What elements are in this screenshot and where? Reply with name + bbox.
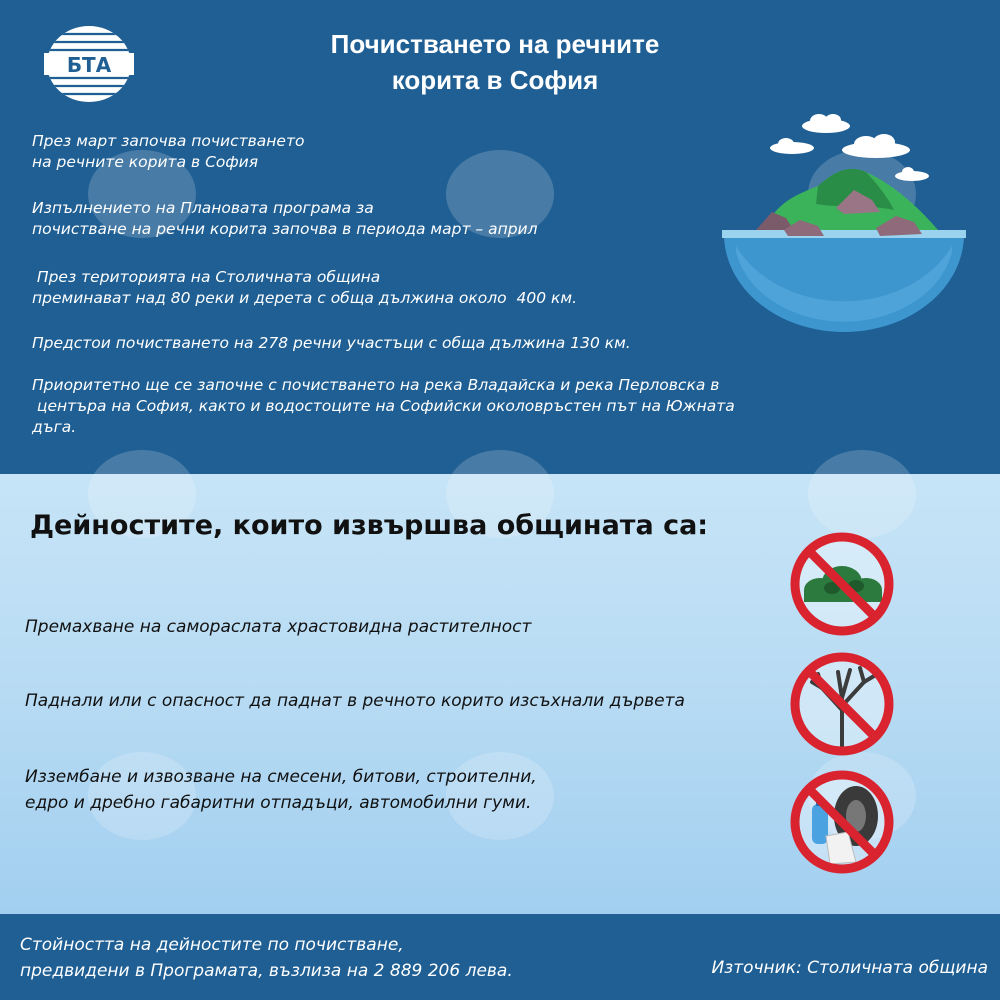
no-bushes-icon xyxy=(786,528,898,640)
activity-item: Иззембане и извозване на смесени, битови, строителни, едро и дребно габаритни отпадъци, автомобилни гуми. xyxy=(25,767,537,813)
program-value-text: Стойността на дейностите по почистване, предвидени в Програмата, възлиза на 2 889 206 лева. xyxy=(20,935,513,981)
intro-paragraph: През март започва почистването на речните корита в София xyxy=(32,132,305,171)
no-waste-tires-icon xyxy=(786,766,898,878)
intro-paragraph: Изпълнението на Плановата програма за почистване на речни корита започва в периода март – април xyxy=(32,199,538,238)
activity-item: Паднали или с опасност да паднат в речното корито изсъхнали дървета xyxy=(25,691,685,711)
island-illustration xyxy=(716,112,972,332)
no-dead-tree-icon xyxy=(786,648,898,760)
title-line: Почистването на речните xyxy=(330,29,660,59)
source-credit: Източник: Столичната община xyxy=(711,958,988,978)
activities-heading: Дейностите, които извършва общината са: xyxy=(30,510,709,541)
intro-paragraph: Приоритетно ще се започне с почистването на река Владайска и река Перловска в центъра на София, както и водостоците на Софийски околовръстен път на Южната дъга. xyxy=(32,376,735,436)
title-line: корита в София xyxy=(391,65,599,95)
page-title xyxy=(240,26,750,98)
bta-logo xyxy=(44,24,134,104)
svg-text:БТА: БТА xyxy=(66,53,112,77)
intro-paragraph: През територията на Столичната община преминават над 80 реки и дерета с обща дължина около 400 км. xyxy=(32,268,577,307)
activity-item: Премахване на самораслата храстовидна растителност xyxy=(25,617,532,637)
intro-paragraph: Предстои почистването на 278 речни участъци с обща дължина 130 км. xyxy=(32,334,631,352)
